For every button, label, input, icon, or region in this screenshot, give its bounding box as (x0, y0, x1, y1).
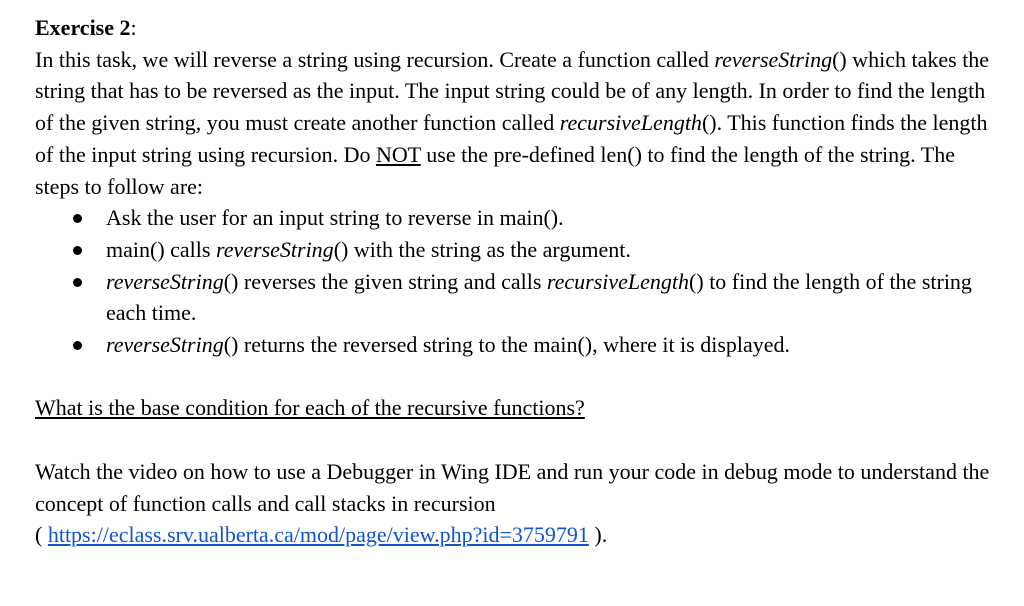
exercise-title-colon: : (130, 15, 137, 40)
intro-text-2: () which takes the string that has to be reversed as the input. The input string could be of any length. In order to find the length of the given string, you must create another function called (35, 46, 990, 136)
exercise-document (35, 12, 995, 551)
exercise-heading (35, 12, 995, 44)
step-3-text-post: () to find the length of the string each time. (106, 268, 972, 326)
bullet-icon (73, 341, 82, 350)
blank-line (35, 424, 995, 456)
blank-line (35, 361, 995, 393)
step-3-function-2: recursiveLength (546, 268, 690, 294)
step-3-text-mid: () reverses the given string and calls (223, 268, 547, 294)
intro-text-4: use the pre-defined len() to find the length of the string. The steps to follow are: (35, 141, 955, 199)
step-2-text-pre: main() calls (106, 236, 216, 262)
exercise-title: Exercise 2 (35, 15, 131, 40)
steps-list (35, 202, 995, 361)
function-name-recursivelength: recursiveLength (559, 110, 702, 136)
step-2-function: reverseString (215, 236, 334, 262)
eclass-video-link[interactable]: https://eclass.srv.ualberta.ca/mod/page/view.php?id=3759791 (47, 522, 589, 548)
video-paragraph (35, 456, 995, 551)
step-3-function-1: reverseString (106, 268, 224, 294)
step-1-text: Ask the user for an input string to reverse in main(). (106, 205, 564, 231)
intro-text-3: (). This function finds the length of the input string using recursion. Do (35, 110, 988, 167)
step-4-text-post: () returns the reversed string to the main(), where it is displayed. (223, 332, 791, 358)
link-open-paren: ( (35, 522, 48, 548)
function-name-reversestring: reverseString (714, 46, 833, 72)
base-condition-question: What is the base condition for each of the recursive functions? (35, 395, 585, 421)
step-item (35, 329, 995, 361)
step-2-text-post: () with the string as the argument. (333, 236, 631, 262)
step-item (35, 202, 995, 234)
link-close-paren: ). (588, 522, 608, 548)
intro-paragraph (35, 44, 995, 203)
bullet-icon (73, 214, 82, 223)
step-item (35, 234, 995, 266)
intro-text-1: In this task, we will reverse a string using recursion. Create a function called (35, 46, 715, 72)
step-4-function: reverseString (106, 332, 224, 358)
video-instruction-text: Watch the video on how to use a Debugger in Wing IDE and run your code in debug mode to understand the concept of function calls and call stacks in recursion (35, 458, 990, 516)
bullet-icon (73, 246, 82, 255)
bullet-icon (73, 278, 82, 287)
step-item (35, 266, 995, 329)
not-emphasis: NOT (375, 141, 421, 167)
